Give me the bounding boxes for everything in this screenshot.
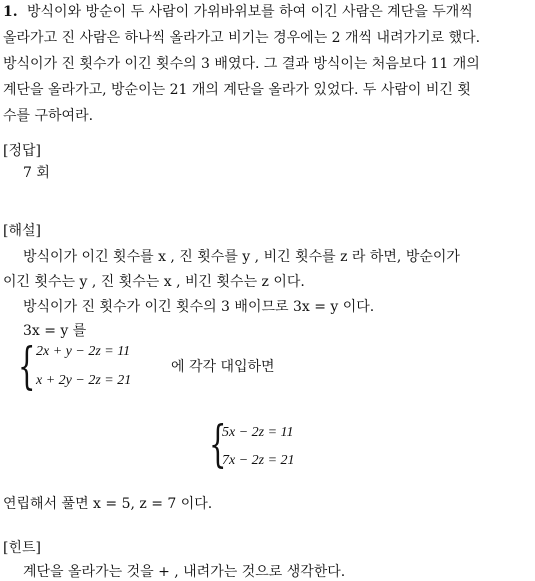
problem-line-2: 올라가고 진 사람은 하나씩 올라가고 비기는 경우에는 2 개씩 내려가기로 했다. [3, 30, 481, 46]
system1-note: 에 각각 대입하면 [171, 359, 275, 375]
hint-label: [힌트] [3, 540, 41, 556]
system1-eq-1: 2x + y − 2z = 11 [36, 344, 131, 359]
problem-line-4: 계단을 올라가고, 방순이는 21 개의 계단을 올라가 있었다. 두 사람이 비긴 횟 [3, 82, 471, 98]
solution-line-3: 방식이가 진 횟수가 이긴 횟수의 3 배이므로 3x = y 이다. [23, 299, 375, 315]
problem-line-5: 수를 구하여라. [3, 108, 94, 124]
problem-number: 1. [3, 4, 18, 20]
solution-line-4: 3x = y 를 [23, 323, 87, 339]
left-brace-2: { [209, 415, 227, 473]
solution-line-2: 이긴 횟수는 y , 진 횟수는 x , 비긴 횟수는 z 이다. [3, 274, 305, 290]
solution-line-1: 방식이가 이긴 횟수를 x , 진 횟수를 y , 비긴 횟수를 z 라 하면, 방순이가 [23, 249, 460, 265]
problem-line-3: 방식이가 진 횟수가 이긴 횟수의 3 배였다. 그 결과 방식이는 처음보다 11 개의 [3, 56, 480, 72]
system1-eq-2: x + 2y − 2z = 21 [36, 373, 132, 388]
left-brace-1: { [18, 337, 36, 395]
system2-eq-1: 5x − 2z = 11 [222, 425, 294, 440]
hint-text: 계단을 올라가는 것을 + , 내려가는 것으로 생각한다. [23, 564, 346, 580]
solution-label: [해설] [3, 223, 41, 239]
solution-conclusion: 연립해서 풀면 x = 5, z = 7 이다. [3, 496, 213, 512]
system2-eq-2: 7x − 2z = 21 [222, 453, 295, 468]
answer-label: [정답] [3, 143, 41, 159]
problem-line-1: 방식이와 방순이 두 사람이 가위바위보를 하여 이긴 사람은 계단을 두개씩 [27, 4, 473, 20]
answer-value: 7 회 [23, 165, 50, 181]
